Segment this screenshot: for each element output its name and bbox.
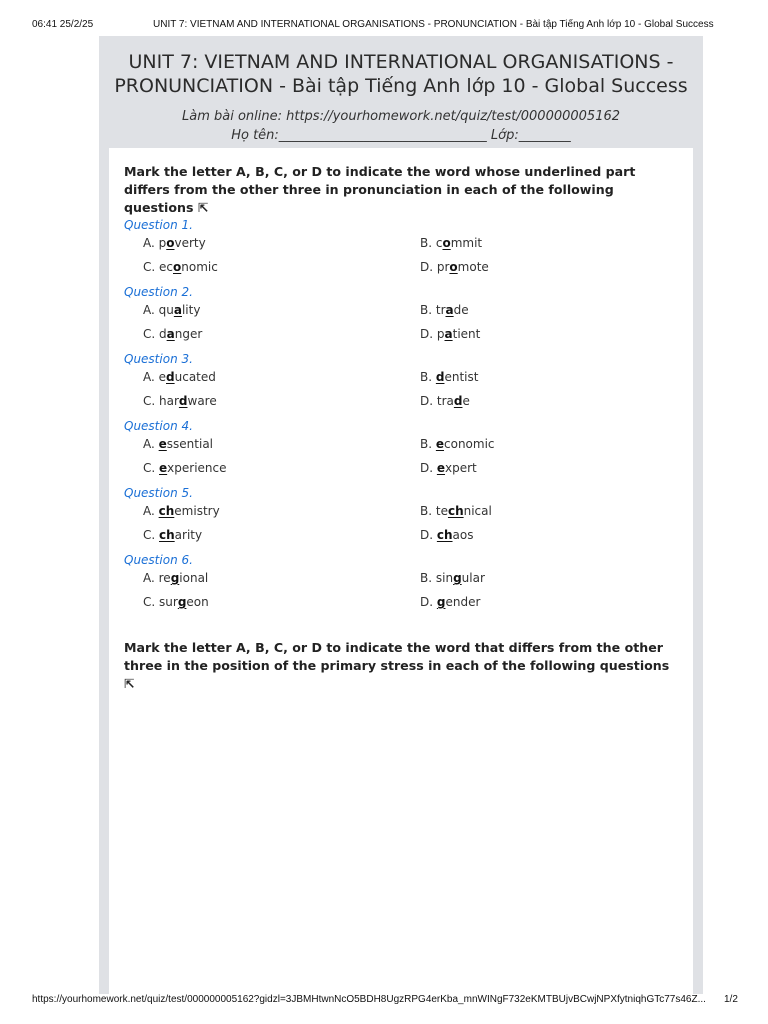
name-class-line: Họ tên:________________________________ Lớp:________ — [231, 128, 571, 143]
question-label: Question 4. — [124, 419, 193, 433]
worksheet-title — [99, 50, 703, 98]
option-text-before: B. — [420, 437, 436, 451]
option-text-before: A. re — [143, 571, 171, 585]
option-text-before: A. p — [143, 236, 167, 250]
option-text-after: mmit — [450, 236, 483, 250]
section-2-instruction — [124, 639, 684, 693]
option-text-after: nger — [174, 327, 203, 341]
option-underlined-part: o — [166, 236, 175, 250]
option-text-before: B. c — [420, 236, 443, 250]
answer-option[interactable] — [143, 303, 200, 317]
option-text-before: C. ec — [143, 260, 173, 274]
option-underlined-part: g — [453, 571, 462, 585]
option-text-before: D. — [420, 461, 437, 475]
answer-option[interactable] — [143, 528, 202, 542]
option-underlined-part: g — [170, 571, 180, 585]
option-text-before: C. d — [143, 327, 167, 341]
worksheet-page — [99, 36, 703, 994]
section-2-instruction-text: Mark the letter A, B, C, or D to indicate the word that differs from the other three in the position of the primary stress in each of the following questions — [124, 640, 670, 673]
section-1-instruction-text: Mark the letter A, B, C, or D to indicate the word whose underlined part differs from the other three in pronunciation in each of the following questions — [124, 164, 636, 215]
back-to-top-arrow-icon[interactable]: ⇱ — [124, 676, 135, 691]
option-text-before: D. pr — [420, 260, 450, 274]
option-underlined-part: g — [177, 595, 187, 609]
option-text-before: C. sur — [143, 595, 178, 609]
option-text-before: B. tr — [420, 303, 446, 317]
answer-option[interactable] — [420, 260, 489, 274]
option-text-before: C. — [143, 528, 160, 542]
answer-option[interactable] — [143, 437, 213, 451]
option-text-before: D. tra — [420, 394, 454, 408]
answer-option[interactable] — [420, 461, 477, 475]
option-text-after: ender — [445, 595, 481, 609]
question-label: Question 6. — [124, 553, 193, 567]
answer-option[interactable] — [420, 327, 480, 341]
option-text-before: A. — [143, 437, 159, 451]
option-text-after: mote — [457, 260, 489, 274]
option-text-before: D. — [420, 528, 437, 542]
option-text-after: nomic — [181, 260, 218, 274]
answer-option[interactable] — [143, 394, 217, 408]
option-text-after: de — [453, 303, 469, 317]
option-text-after: tient — [452, 327, 481, 341]
option-text-after: e — [462, 394, 470, 408]
worksheet-content — [109, 148, 693, 994]
option-underlined-part: d — [453, 394, 463, 408]
answer-option[interactable] — [143, 236, 206, 250]
answer-option[interactable] — [143, 504, 220, 518]
print-document-title: UNIT 7: VIETNAM AND INTERNATIONAL ORGANISATIONS - PRONUNCIATION - Bài tập Tiếng Anh lớp 10 - Global Success — [153, 19, 714, 30]
answer-option[interactable] — [420, 571, 485, 585]
option-text-after: ucated — [174, 370, 216, 384]
answer-option[interactable] — [420, 595, 480, 609]
option-text-after: ional — [179, 571, 209, 585]
option-text-after: aos — [452, 528, 474, 542]
option-text-after: nical — [463, 504, 492, 518]
option-underlined-part: ch — [159, 528, 175, 542]
option-underlined-part: o — [449, 260, 458, 274]
answer-option[interactable] — [420, 528, 473, 542]
option-underlined-part: d — [435, 370, 445, 384]
option-text-before: A. e — [143, 370, 167, 384]
answer-option[interactable] — [143, 595, 209, 609]
option-underlined-part: e — [158, 437, 167, 451]
answer-option[interactable] — [420, 370, 478, 384]
section-1-instruction — [124, 163, 684, 217]
option-text-before: B. — [420, 370, 436, 384]
option-text-after: emistry — [174, 504, 220, 518]
option-text-before: A. — [143, 504, 159, 518]
print-timestamp: 06:41 25/2/25 — [32, 19, 94, 30]
print-footer-url: https://yourhomework.net/quiz/test/000000005162?gidzl=3JBMHtwnNcO5BDH8UgzRPG4erKba_mnWINgF732eKMTBUjvBCwjNPXfytniqhGTc77s46Z... — [32, 994, 706, 1005]
print-page-number: 1/2 — [724, 994, 738, 1005]
option-text-after: lity — [181, 303, 201, 317]
option-text-after: xpert — [445, 461, 477, 475]
option-text-before: D. — [420, 595, 437, 609]
answer-option[interactable] — [420, 303, 469, 317]
option-text-before: C. har — [143, 394, 179, 408]
answer-option[interactable] — [420, 437, 495, 451]
print-footer — [0, 994, 768, 1024]
option-text-before: B. te — [420, 504, 448, 518]
option-underlined-part: a — [173, 303, 182, 317]
online-link-text[interactable]: Làm bài online: https://yourhomework.net/quiz/test/000000005162 — [181, 109, 621, 124]
answer-option[interactable] — [143, 327, 202, 341]
print-header — [0, 0, 768, 36]
option-text-after: ssential — [166, 437, 213, 451]
option-underlined-part: e — [436, 461, 446, 475]
option-underlined-part: d — [166, 370, 175, 384]
answer-option[interactable] — [143, 461, 227, 475]
worksheet-title-line-2: PRONUNCIATION - Bài tập Tiếng Anh lớp 10 - Global Success — [114, 75, 688, 97]
answer-option[interactable] — [420, 236, 482, 250]
option-text-before: C. — [143, 461, 160, 475]
option-underlined-part: d — [178, 394, 188, 408]
question-label: Question 1. — [124, 218, 193, 232]
option-text-after: entist — [444, 370, 479, 384]
option-underlined-part: o — [173, 260, 182, 274]
option-underlined-part: ch — [447, 504, 464, 518]
option-text-before: D. p — [420, 327, 445, 341]
question-label: Question 5. — [124, 486, 193, 500]
option-underlined-part: e — [159, 461, 168, 475]
option-text-after: arity — [174, 528, 203, 542]
question-label: Question 3. — [124, 352, 193, 366]
option-underlined-part: a — [444, 327, 453, 341]
question-label: Question 2. — [124, 285, 193, 299]
worksheet-title-line-1: UNIT 7: VIETNAM AND INTERNATIONAL ORGANISATIONS - — [128, 51, 674, 73]
answer-option[interactable] — [143, 370, 216, 384]
option-underlined-part: o — [442, 236, 451, 250]
option-text-after: conomic — [444, 437, 495, 451]
option-text-after: eon — [186, 595, 209, 609]
option-text-after: verty — [174, 236, 206, 250]
worksheet-banner — [99, 36, 703, 148]
answer-option[interactable] — [143, 260, 218, 274]
option-underlined-part: a — [445, 303, 454, 317]
option-underlined-part: a — [166, 327, 175, 341]
option-underlined-part: ch — [158, 504, 175, 518]
back-to-top-arrow-icon[interactable]: ⇱ — [197, 200, 209, 215]
answer-option[interactable] — [420, 504, 492, 518]
answer-option[interactable] — [143, 571, 208, 585]
option-text-before: B. sin — [420, 571, 454, 585]
option-text-after: xperience — [167, 461, 227, 475]
option-underlined-part: g — [436, 595, 446, 609]
option-underlined-part: ch — [436, 528, 453, 542]
option-underlined-part: e — [435, 437, 445, 451]
option-text-after: ular — [461, 571, 485, 585]
option-text-after: ware — [187, 394, 217, 408]
option-text-before: A. qu — [143, 303, 174, 317]
answer-option[interactable] — [420, 394, 470, 408]
